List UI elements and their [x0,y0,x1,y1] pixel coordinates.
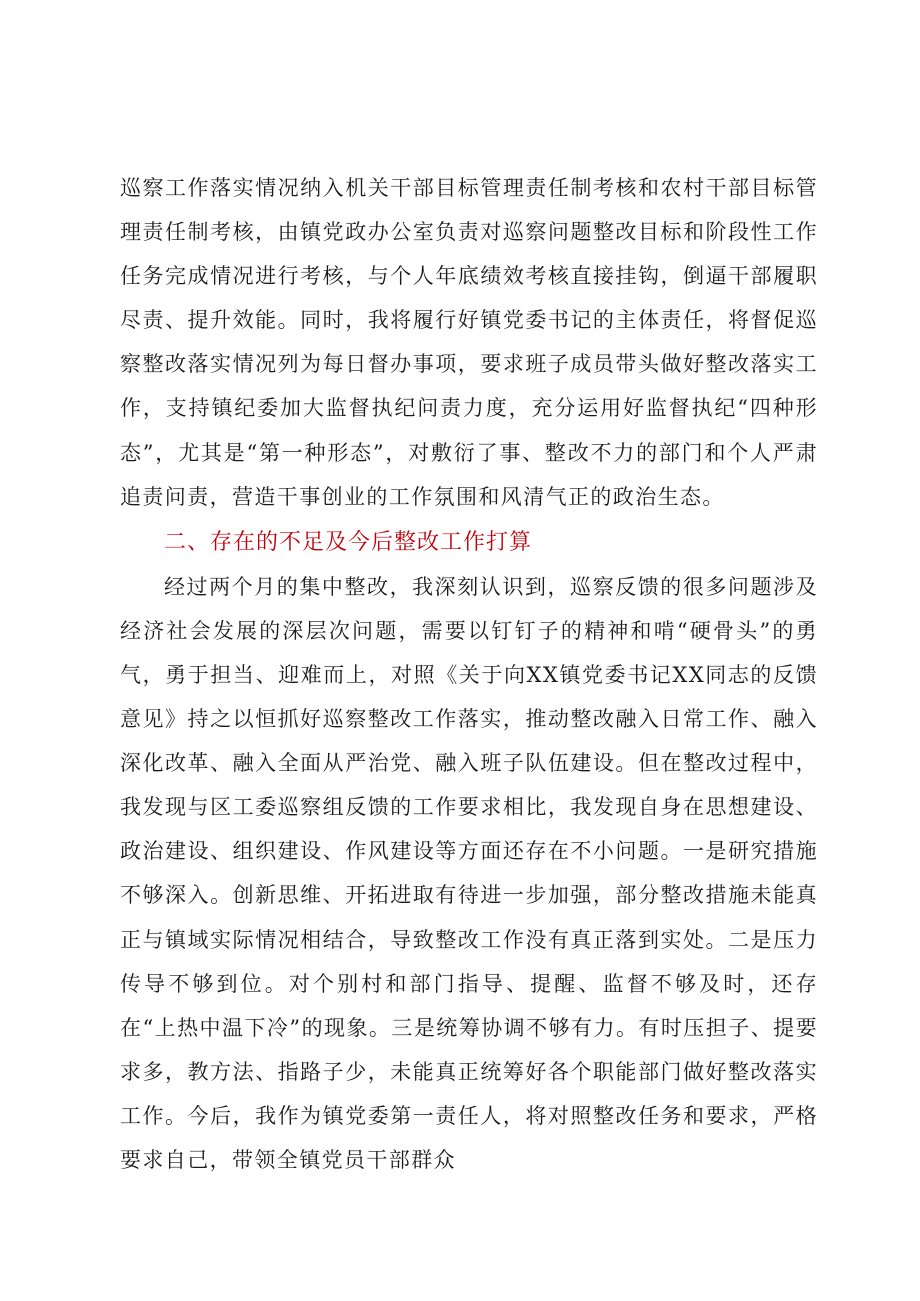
section-heading: 二、存在的不足及今后整改工作打算 [164,529,533,555]
body-paragraph-2: 经过两个月的集中整改，我深刻认识到，巡察反馈的很多问题涉及经济社会发展的深层次问题，需要以钉钉子的精神和啃“硬骨头”的勇气，勇于担当、迎难而上，对照《关于向XX镇党委书记XX同志的反馈意见》持之以恒抓好巡察整改工作落实，推动整改融入日常工作、融入深化改革、融入全面从严治党、融入班子队伍建设。但在整改过程中，我发现与区工委巡察组反馈的工作要求相比，我发现自身在思想建设、政治建设、组织建设、作风建设等方面还存在不小问题。一是研究措施不够深入。创新思维、开拓进取有待进一步加强，部分整改措施未能真正与镇域实际情况相结合，导致整改工作没有真正落到实处。二是压力传导不够到位。对个别村和部门指导、提醒、监督不够及时，还存在“上热中温下冷”的现象。三是统筹协调不够有力。有时压担子、提要求多，教方法、指路子少，未能真正统筹好各个职能部门做好整改落实工作。今后，我作为镇党委第一责任人，将对照整改任务和要求，严格要求自己，带领全镇党员干部群众 [120,574,818,1172]
document-body [120,166,818,1182]
body-paragraph-1: 巡察工作落实情况纳入机关干部目标管理责任制考核和农村干部目标管理责任制考核，由镇党政办公室负责对巡察问题整改目标和阶段性工作任务完成情况进行考核，与个人年底绩效考核直接挂钩，倒逼干部履职尽责、提升效能。同时，我将履行好镇党委书记的主体责任，将督促巡察整改落实情况列为每日督办事项，要求班子成员带头做好整改落实工作，支持镇纪委加大监督执纪问责力度，充分运用好监督执纪“四种形态”，尤其是“第一种形态”，对敷衍了事、整改不力的部门和个人严肃追责问责，营造干事创业的工作氛围和风清气正的政治生态。 [120,176,818,509]
